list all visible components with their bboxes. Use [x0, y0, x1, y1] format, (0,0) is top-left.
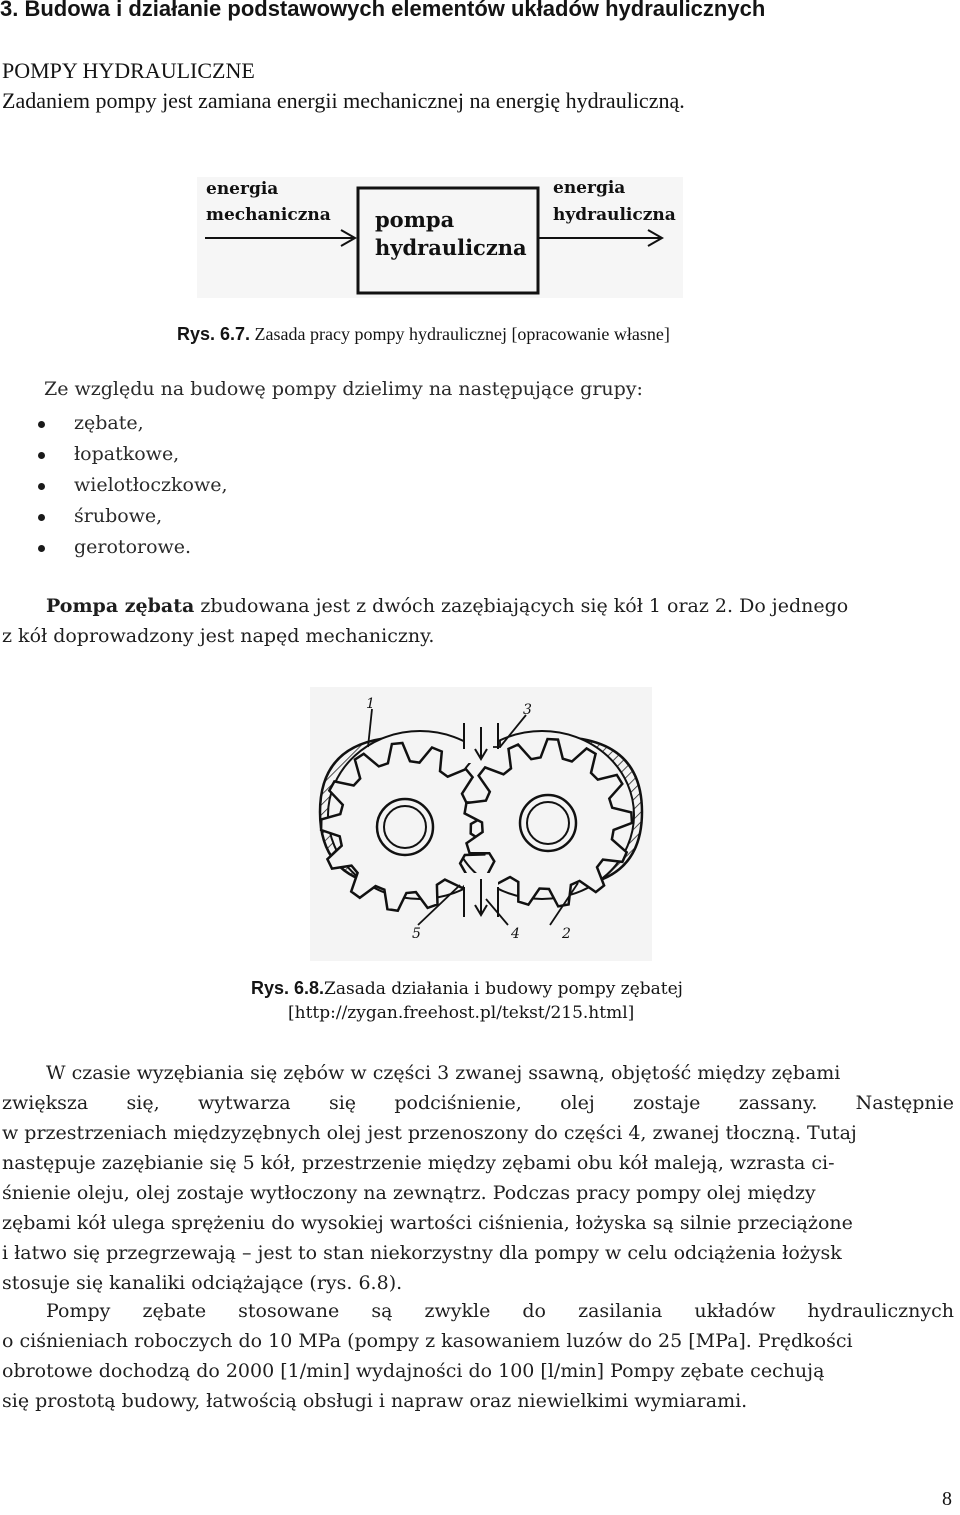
paragraph-1-line: W czasie wyzębiania się zębów w części 3 zwanej ssawną, objętość między zębami [46, 1062, 841, 1084]
diagram-label-right-1: energia [553, 178, 626, 198]
diagram-box-label-1: pompa [375, 207, 455, 232]
caption-text: Zasada działania i budowy pompy zębatej [324, 979, 683, 999]
shaft-1 [377, 799, 433, 855]
list-item: śrubowe, [38, 501, 227, 532]
gear-pump-term: Pompa zębata [46, 595, 195, 617]
paragraph-1-line: zwiększa się, wytwarza się podciśnienie, olej zostaje zassany. Następnie [2, 1092, 954, 1114]
list-item: wielotłoczkowe, [38, 470, 227, 501]
gear-pump-drawing [310, 687, 652, 961]
paragraph-2-line: obrotowe dochodzą do 2000 [1/min] wydajności do 100 [l/min] Pompy zębate cechują [2, 1360, 825, 1382]
caption-text: Zasada pracy pompy hydraulicznej [opracowanie własne] [250, 324, 670, 344]
diagram-label-left-2: mechaniczna [206, 205, 331, 225]
diagram-box-label-2: hydrauliczna [375, 235, 527, 260]
list-item: łopatkowe, [38, 439, 227, 470]
part-label-3: 3 [523, 702, 532, 718]
figure-caption-6-8 [251, 978, 683, 999]
paragraph-1-line: stosuje się kanaliki odciążające (rys. 6.8). [2, 1272, 403, 1294]
part-label-2: 2 [562, 926, 571, 942]
diagram-label-left-1: energia [206, 179, 279, 199]
intro-line: Zadaniem pompy jest zamiana energii mechanicznej na energię hydrauliczną. [2, 88, 685, 113]
paragraph-1-line: w przestrzeniach międzyzębnych olej jest przenoszony do części 4, zwanej tłoczną. Tutaj [2, 1122, 857, 1144]
section-title: POMPY HYDRAULICZNE [2, 58, 255, 83]
pump-groups-list [38, 408, 227, 563]
paragraph-1-line: zębami kół ulega sprężeniu do wysokiej wartości ciśnienia, łożyska są silnie przeciążone [2, 1212, 853, 1234]
caption-url: [http://zygan.freehost.pl/tekst/215.html] [288, 1003, 635, 1023]
page-number: 8 [942, 1488, 952, 1510]
paragraph-2-line: o ciśnieniach roboczych do 10 MPa (pompy z kasowaniem luzów do 25 [MPa]. Prędkości [2, 1330, 853, 1352]
paragraph-1-line: śnienie oleju, olej zostaje wytłoczony na zewnątrz. Podczas pracy pompy olej między [2, 1182, 816, 1204]
caption-number: Rys. 6.7. [177, 324, 251, 344]
part-label-4: 4 [511, 926, 520, 942]
pump-block-diagram [195, 175, 685, 300]
gear-pump-line-1: Pompa zębata zbudowana jest z dwóch zazębiających się kół 1 oraz 2. Do jednego [46, 595, 849, 617]
part-label-5: 5 [412, 926, 421, 942]
paragraph-2-line: Pompy zębate stosowane są zwykle do zasilania układów hydraulicznych [46, 1300, 954, 1322]
shaft-2 [520, 795, 576, 851]
list-item: gerotorowe. [38, 532, 227, 563]
part-label-1: 1 [366, 696, 375, 712]
paragraph-1-line: następuje zazębianie się 5 kół, przestrzenie między zębami obu kół maleją, wzrasta ci- [2, 1152, 835, 1174]
groups-intro: Ze względu na budowę pompy dzielimy na następujące grupy: [44, 378, 643, 400]
paragraph-2-line: się prostotą budowy, łatwością obsługi i napraw oraz niewielkimi wymiarami. [2, 1390, 748, 1412]
caption-number: Rys. 6.8. [251, 978, 325, 998]
list-item: zębate, [38, 408, 227, 439]
page-heading: 3. Budowa i działanie podstawowych elementów układów hydraulicznych [0, 0, 766, 21]
diagram-label-right-2: hydrauliczna [553, 205, 676, 225]
gear-pump-line-2: z kół doprowadzony jest napęd mechaniczny. [2, 625, 435, 647]
figure-caption-6-7 [177, 324, 670, 345]
paragraph-1-line: i łatwo się przegrzewają – jest to stan niekorzystny dla pompy w celu odciążenia łożysk [2, 1242, 842, 1264]
